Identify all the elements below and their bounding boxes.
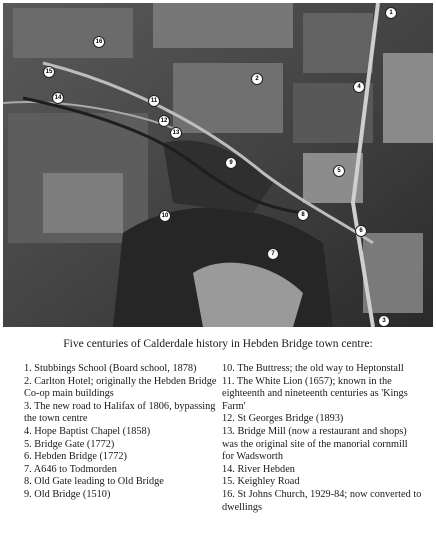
- photo-marker: 3: [378, 315, 390, 327]
- photo-marker: 13: [170, 127, 182, 139]
- legend-entry: 8. Old Gate leading to Old Bridge: [24, 476, 164, 488]
- legend-entry: 2. Carlton Hotel; originally the Hebden Bridge Co-op main buildings: [24, 375, 217, 400]
- photo-marker: 6: [355, 225, 367, 237]
- photo-marker: 15: [43, 66, 55, 78]
- legend-entry: 6. Hebden Bridge (1772): [24, 451, 127, 463]
- aerial-photograph: [3, 3, 433, 327]
- aerial-photo-illustration: [3, 3, 433, 327]
- legend-left-column: [24, 363, 220, 502]
- legend-entry: 9. Old Bridge (1510): [24, 488, 111, 500]
- legend-entry: 5. Bridge Gate (1772): [24, 438, 115, 450]
- legend-entry: 13. Bridge Mill (now a restaurant and shops) was the original site of the manorial cornmill for Wadsworth: [222, 425, 408, 463]
- photo-marker: 4: [353, 81, 365, 93]
- legend-entry: 14. River Hebden: [222, 463, 295, 475]
- legend-entry: 4. Hope Baptist Chapel (1858): [24, 425, 151, 437]
- photo-marker: 5: [333, 165, 345, 177]
- legend-right-column: [222, 363, 422, 514]
- photo-marker: 11: [148, 95, 160, 107]
- photo-marker: 10: [159, 210, 171, 222]
- legend-entry: 1. Stubbings School (Board school, 1878): [24, 363, 197, 374]
- photo-marker: 1: [385, 7, 397, 19]
- photo-marker: 2: [251, 73, 263, 85]
- photo-marker: 12: [158, 115, 170, 127]
- photo-marker: 7: [267, 248, 279, 260]
- photo-marker: 16: [93, 36, 105, 48]
- legend-entry: 12. St Georges Bridge (1893): [222, 413, 344, 425]
- legend-entry: 10. The Buttress; the old way to Heptonstall: [222, 363, 404, 374]
- legend-entry: 15. Keighley Road: [222, 476, 300, 488]
- photo-marker: 9: [225, 157, 237, 169]
- legend-entry: 11. The White Lion (1657); known in the eighteenth and nineteenth centuries as 'Kings Farm': [222, 375, 408, 412]
- legend-entry: 7. A646 to Todmorden: [24, 463, 117, 475]
- legend-entry: 3. The new road to Halifax of 1806, bypassing the town centre: [24, 400, 216, 425]
- figure-caption: Five centuries of Calderdale history in Hebden Bridge town centre:: [63, 338, 373, 350]
- legend-entry: 16. St Johns Church, 1929-84; now converted to dwellings: [222, 488, 422, 513]
- photo-marker: 8: [297, 209, 309, 221]
- photo-marker: 14: [52, 92, 64, 104]
